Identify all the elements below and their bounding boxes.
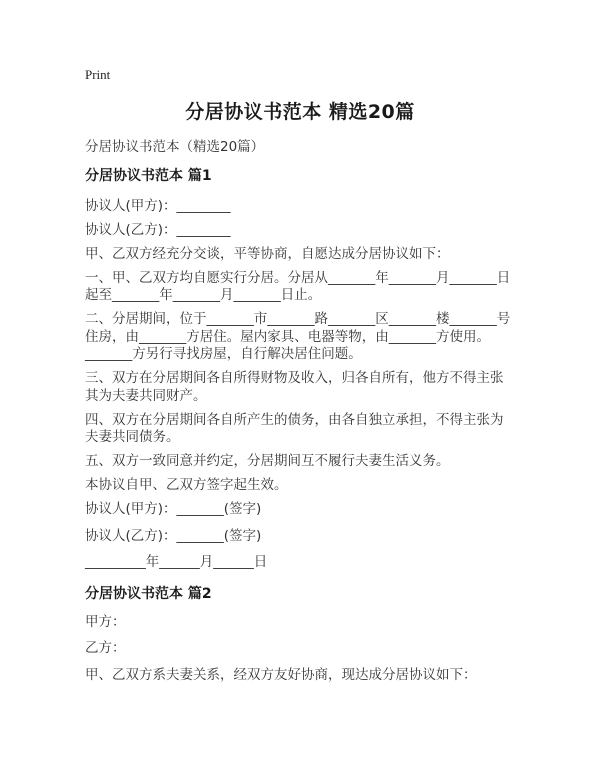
- preamble-paragraph: 甲、乙双方系夫妻关系，经双方友好协商，现达成分居协议如下：: [85, 666, 477, 683]
- party-a-line: 甲方：: [85, 613, 126, 630]
- clause-3-paragraph: 三、双方在分居期间各自所得财物及收入，归各自所有，他方不得主张其为夫妻共同财产。: [85, 370, 504, 404]
- party-a-line: 协议人(甲方)：________: [85, 197, 231, 214]
- print-button[interactable]: Print: [85, 67, 111, 82]
- preamble-paragraph: 甲、乙双方经充分交谈，平等协商，自愿达成分居协议如下：: [85, 245, 450, 262]
- party-b-line: 乙方：: [85, 640, 126, 656]
- section1-heading: 分居协议书范本 篇1: [85, 167, 212, 184]
- page-title: 分居协议书范本 精选20篇: [185, 101, 415, 123]
- signature-party-a-line: 协议人(甲方)：_______(签字): [85, 501, 262, 517]
- section2-heading: 分居协议书范本 篇2: [85, 585, 212, 602]
- clause-2-paragraph: 二、分居期间，位于_______市_______路_______区_______楼_______号住房，由_______方居住。屋内家具、电器等物，由_______方使用。_______方另行寻找房屋，自行解决居住问题。: [85, 311, 511, 362]
- effective-paragraph: 本协议自甲、乙双方签字起生效。: [85, 477, 288, 493]
- page-subtitle: 分居协议书范本（精选20篇）: [85, 139, 265, 155]
- clause-4-paragraph: 四、双方在分居期间各自所产生的债务，由各自独立承担，不得主张为夫妻共同债务。: [85, 411, 504, 445]
- clause-5-paragraph: 五、双方一致同意并约定，分居期间互不履行夫妻生活义务。: [85, 453, 450, 469]
- clause-1-paragraph: 一、甲、乙双方均自愿实行分居。分居从_______年_______月_______日起至_______年_______月_______日止。: [85, 269, 511, 303]
- signature-date-line: _________年______月______日: [85, 554, 268, 570]
- signature-party-b-line: 协议人(乙方)：_______(签字): [85, 527, 262, 544]
- party-b-line: 协议人(乙方)：________: [85, 221, 231, 238]
